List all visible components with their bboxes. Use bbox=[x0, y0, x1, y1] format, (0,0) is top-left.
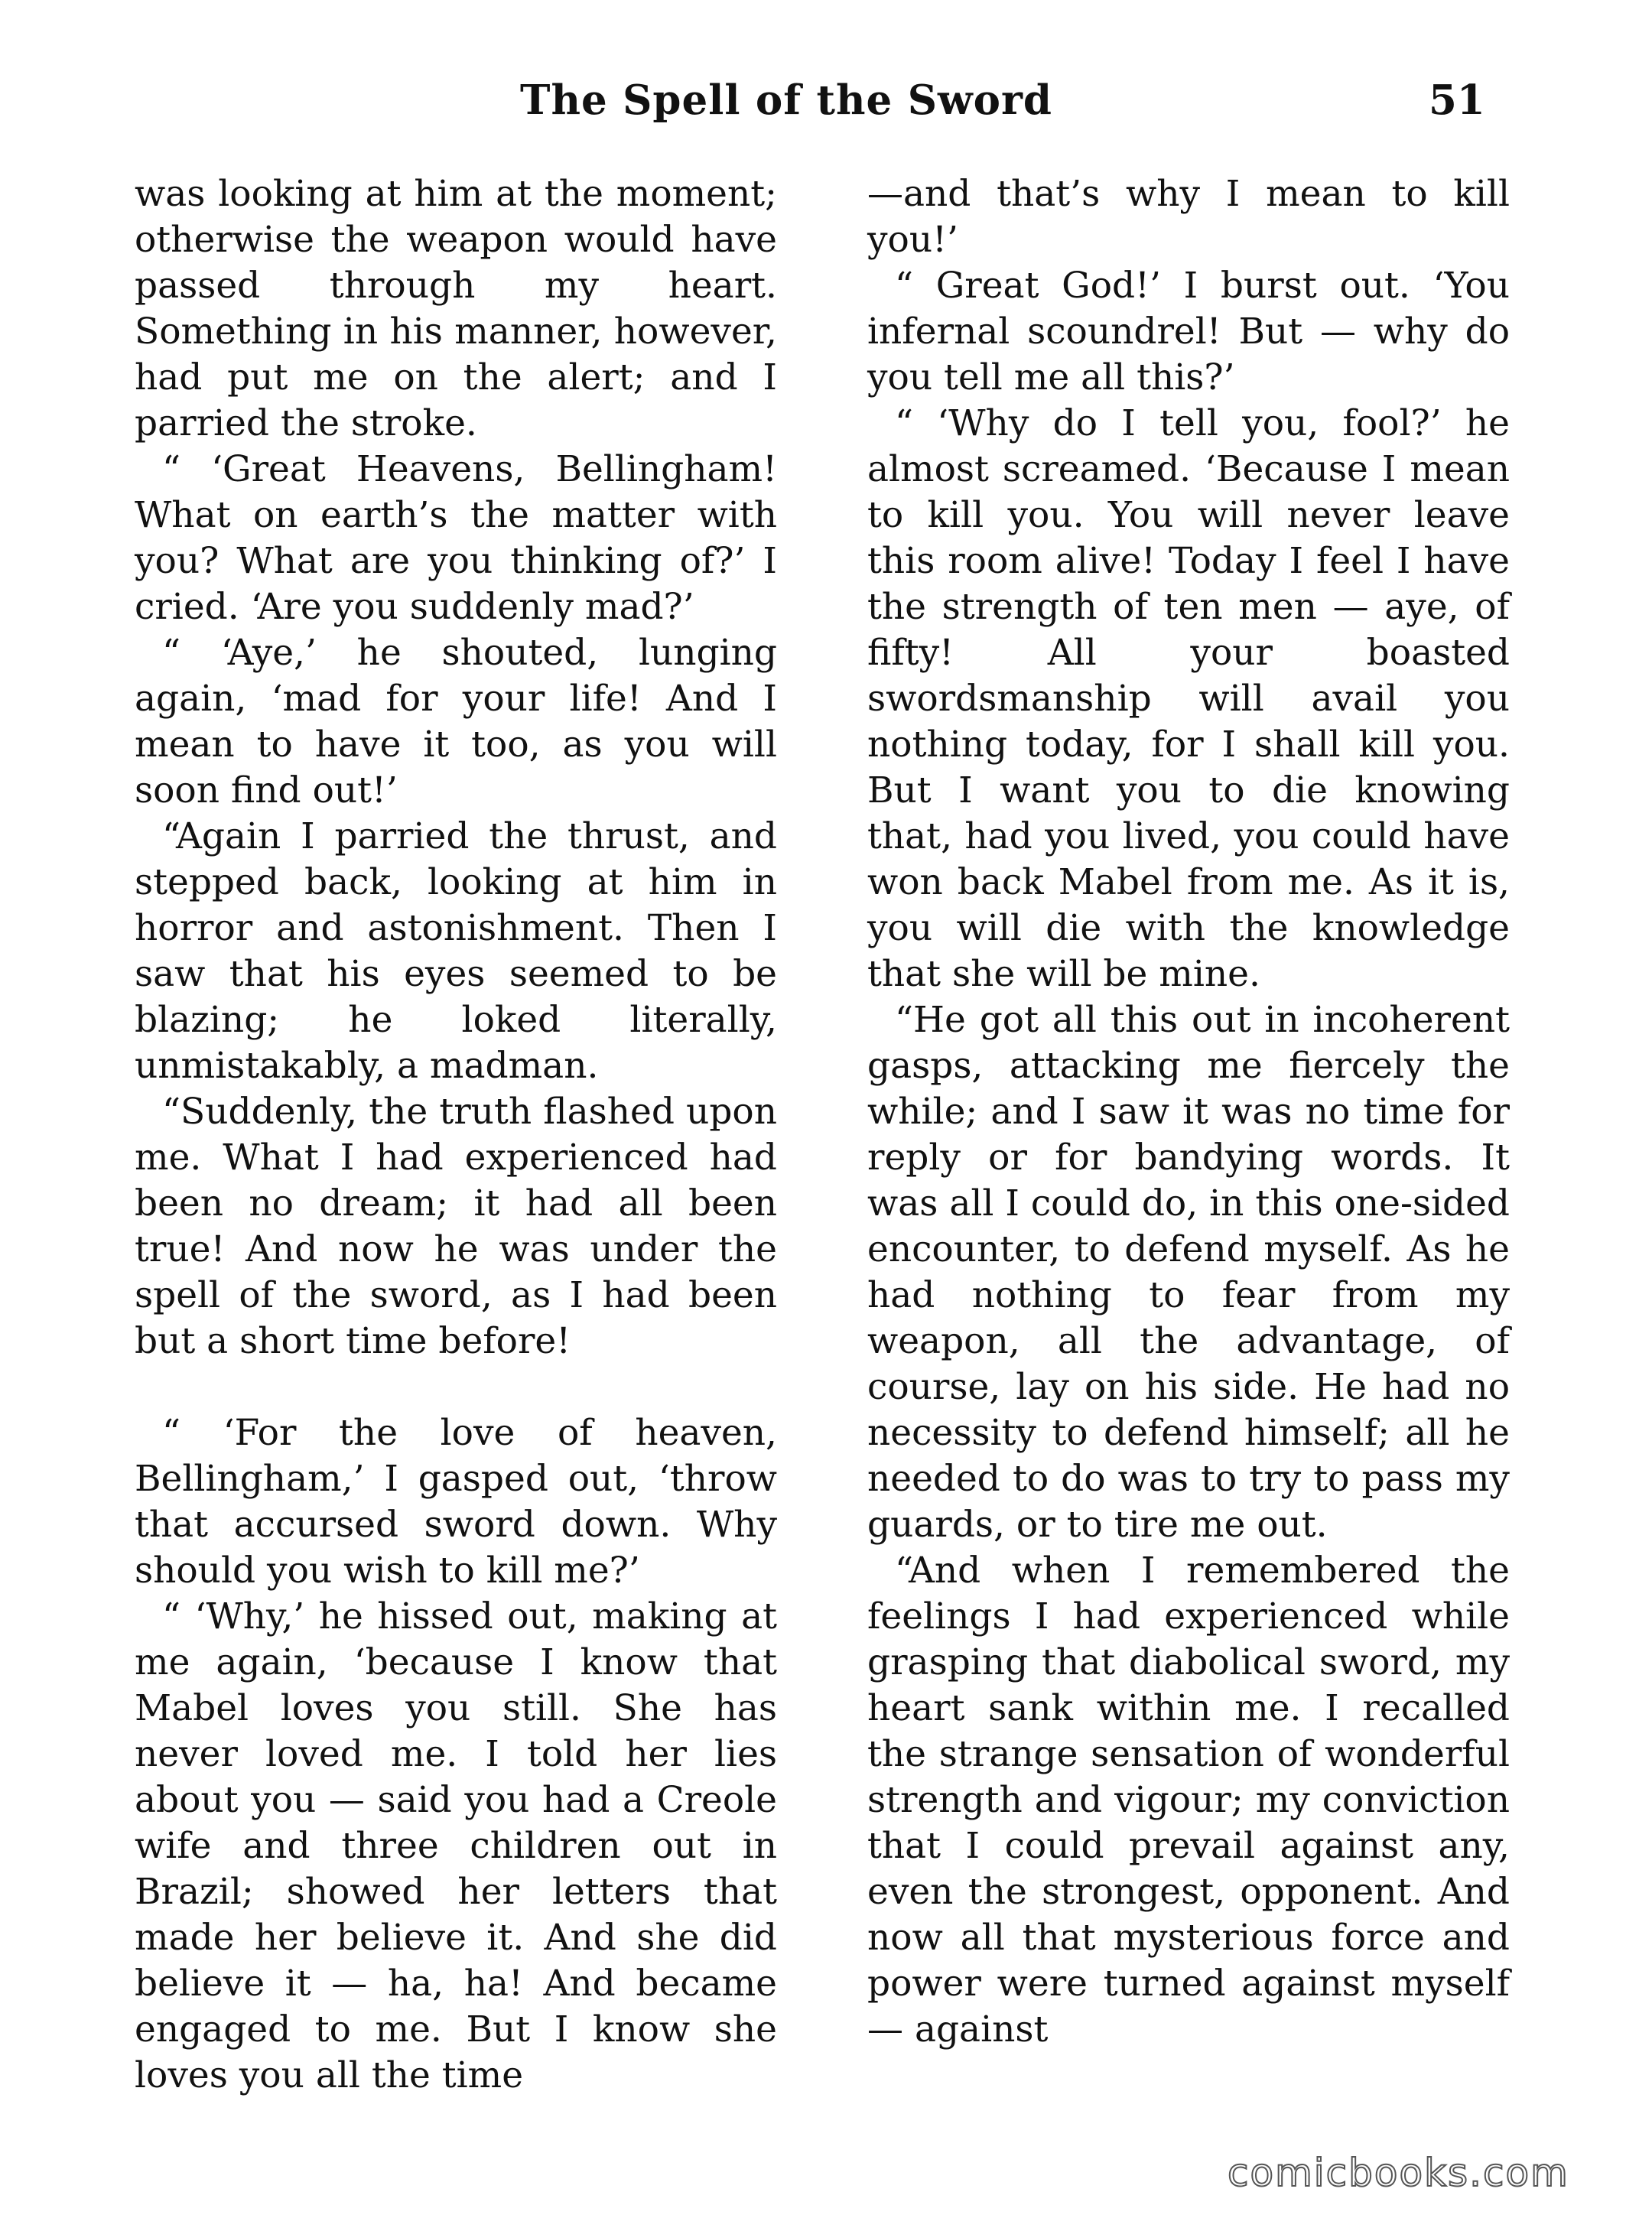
left-column bbox=[135, 171, 777, 2099]
right-column bbox=[867, 171, 1510, 2053]
left-paragraph-7: “ ‘Why,’ he hissed out, making at me again, ‘because I know that Mabel loves you still. She has never loved me. I told her lies about you — said you had a Creole wife and three children out in Brazil; showed her letters that made her believe it. And she did believe it — ha, ha! And became engaged to me. But I know she loves you all the time bbox=[135, 1595, 777, 2096]
right-paragraph-4: “He got all this out in incoherent gasps, attacking me fiercely the while; and I saw it was no time for reply or for bandying words. It was all I could do, in this one-sided encounter, to defend myself. As he had nothing to fear from my weapon, all the advantage, of course, lay on his side. He had no necessity to defend himself; all he needed to do was to try to pass my guards, or to tire me out. bbox=[867, 999, 1510, 1546]
running-title: The Spell of the Sword bbox=[520, 76, 1052, 124]
page-header bbox=[0, 76, 1652, 138]
left-paragraph-2: “ ‘Great Heavens, Bellingham! What on earth’s the matter with you? What are you thinking of?’ I cried. ‘Are you suddenly mad?’ bbox=[135, 448, 777, 628]
left-paragraph-4: “Again I parried the thrust, and stepped back, looking at him in horror and astonishment. Then I saw that his eyes seemed to be blazing; he loked literally, unmistakably, a madman. bbox=[135, 815, 777, 1087]
watermark: comicbooks.com bbox=[1228, 2151, 1569, 2195]
right-paragraph-5: “And when I remembered the feelings I had experienced while grasping that diabolical sword, my heart sank within me. I recalled the strange sensation of wonderful strength and vigour; my conviction that I could prevail against any, even the strongest, opponent. And now all that mysterious force and power were turned against myself — against bbox=[867, 1550, 1510, 2051]
left-paragraph-6: “ ‘For the love of heaven, Bellingham,’ I gasped out, ‘throw that accursed sword down. Why should you wish to kill me?’ bbox=[135, 1412, 777, 1592]
left-paragraph-3: “ ‘Aye,’ he shouted, lunging again, ‘mad for your life! And I mean to have it too, as you will soon find out!’ bbox=[135, 632, 777, 811]
page-number: 51 bbox=[1429, 76, 1485, 124]
right-paragraph-2: “ Great God!’ I burst out. ‘You infernal scoundrel! But — why do you tell me all this?’ bbox=[867, 265, 1510, 398]
right-paragraph-3: “ ‘Why do I tell you, fool?’ he almost screamed. ‘Because I mean to kill you. You will never leave this room alive! Today I feel I have the strength of ten men — aye, of fifty! All your boasted swordsmanship will avail you nothing today, for I shall kill you. But I want you to die knowing that, had you lived, you could have won back Mabel from me. As it is, you will die with the knowledge that she will be mine. bbox=[867, 402, 1510, 995]
right-paragraph-1: —and that’s why I mean to kill you!’ bbox=[867, 173, 1510, 261]
left-paragraph-5: “Suddenly, the truth flashed upon me. What I had experienced had been no dream; it had all been true! And now he was under the spell of the sword, as I had been but a short time before! bbox=[135, 1091, 777, 1362]
left-paragraph-1: was looking at him at the moment; otherwise the weapon would have passed through my heart. Something in his manner, however, had put me on the alert; and I parried the stroke. bbox=[135, 173, 777, 444]
